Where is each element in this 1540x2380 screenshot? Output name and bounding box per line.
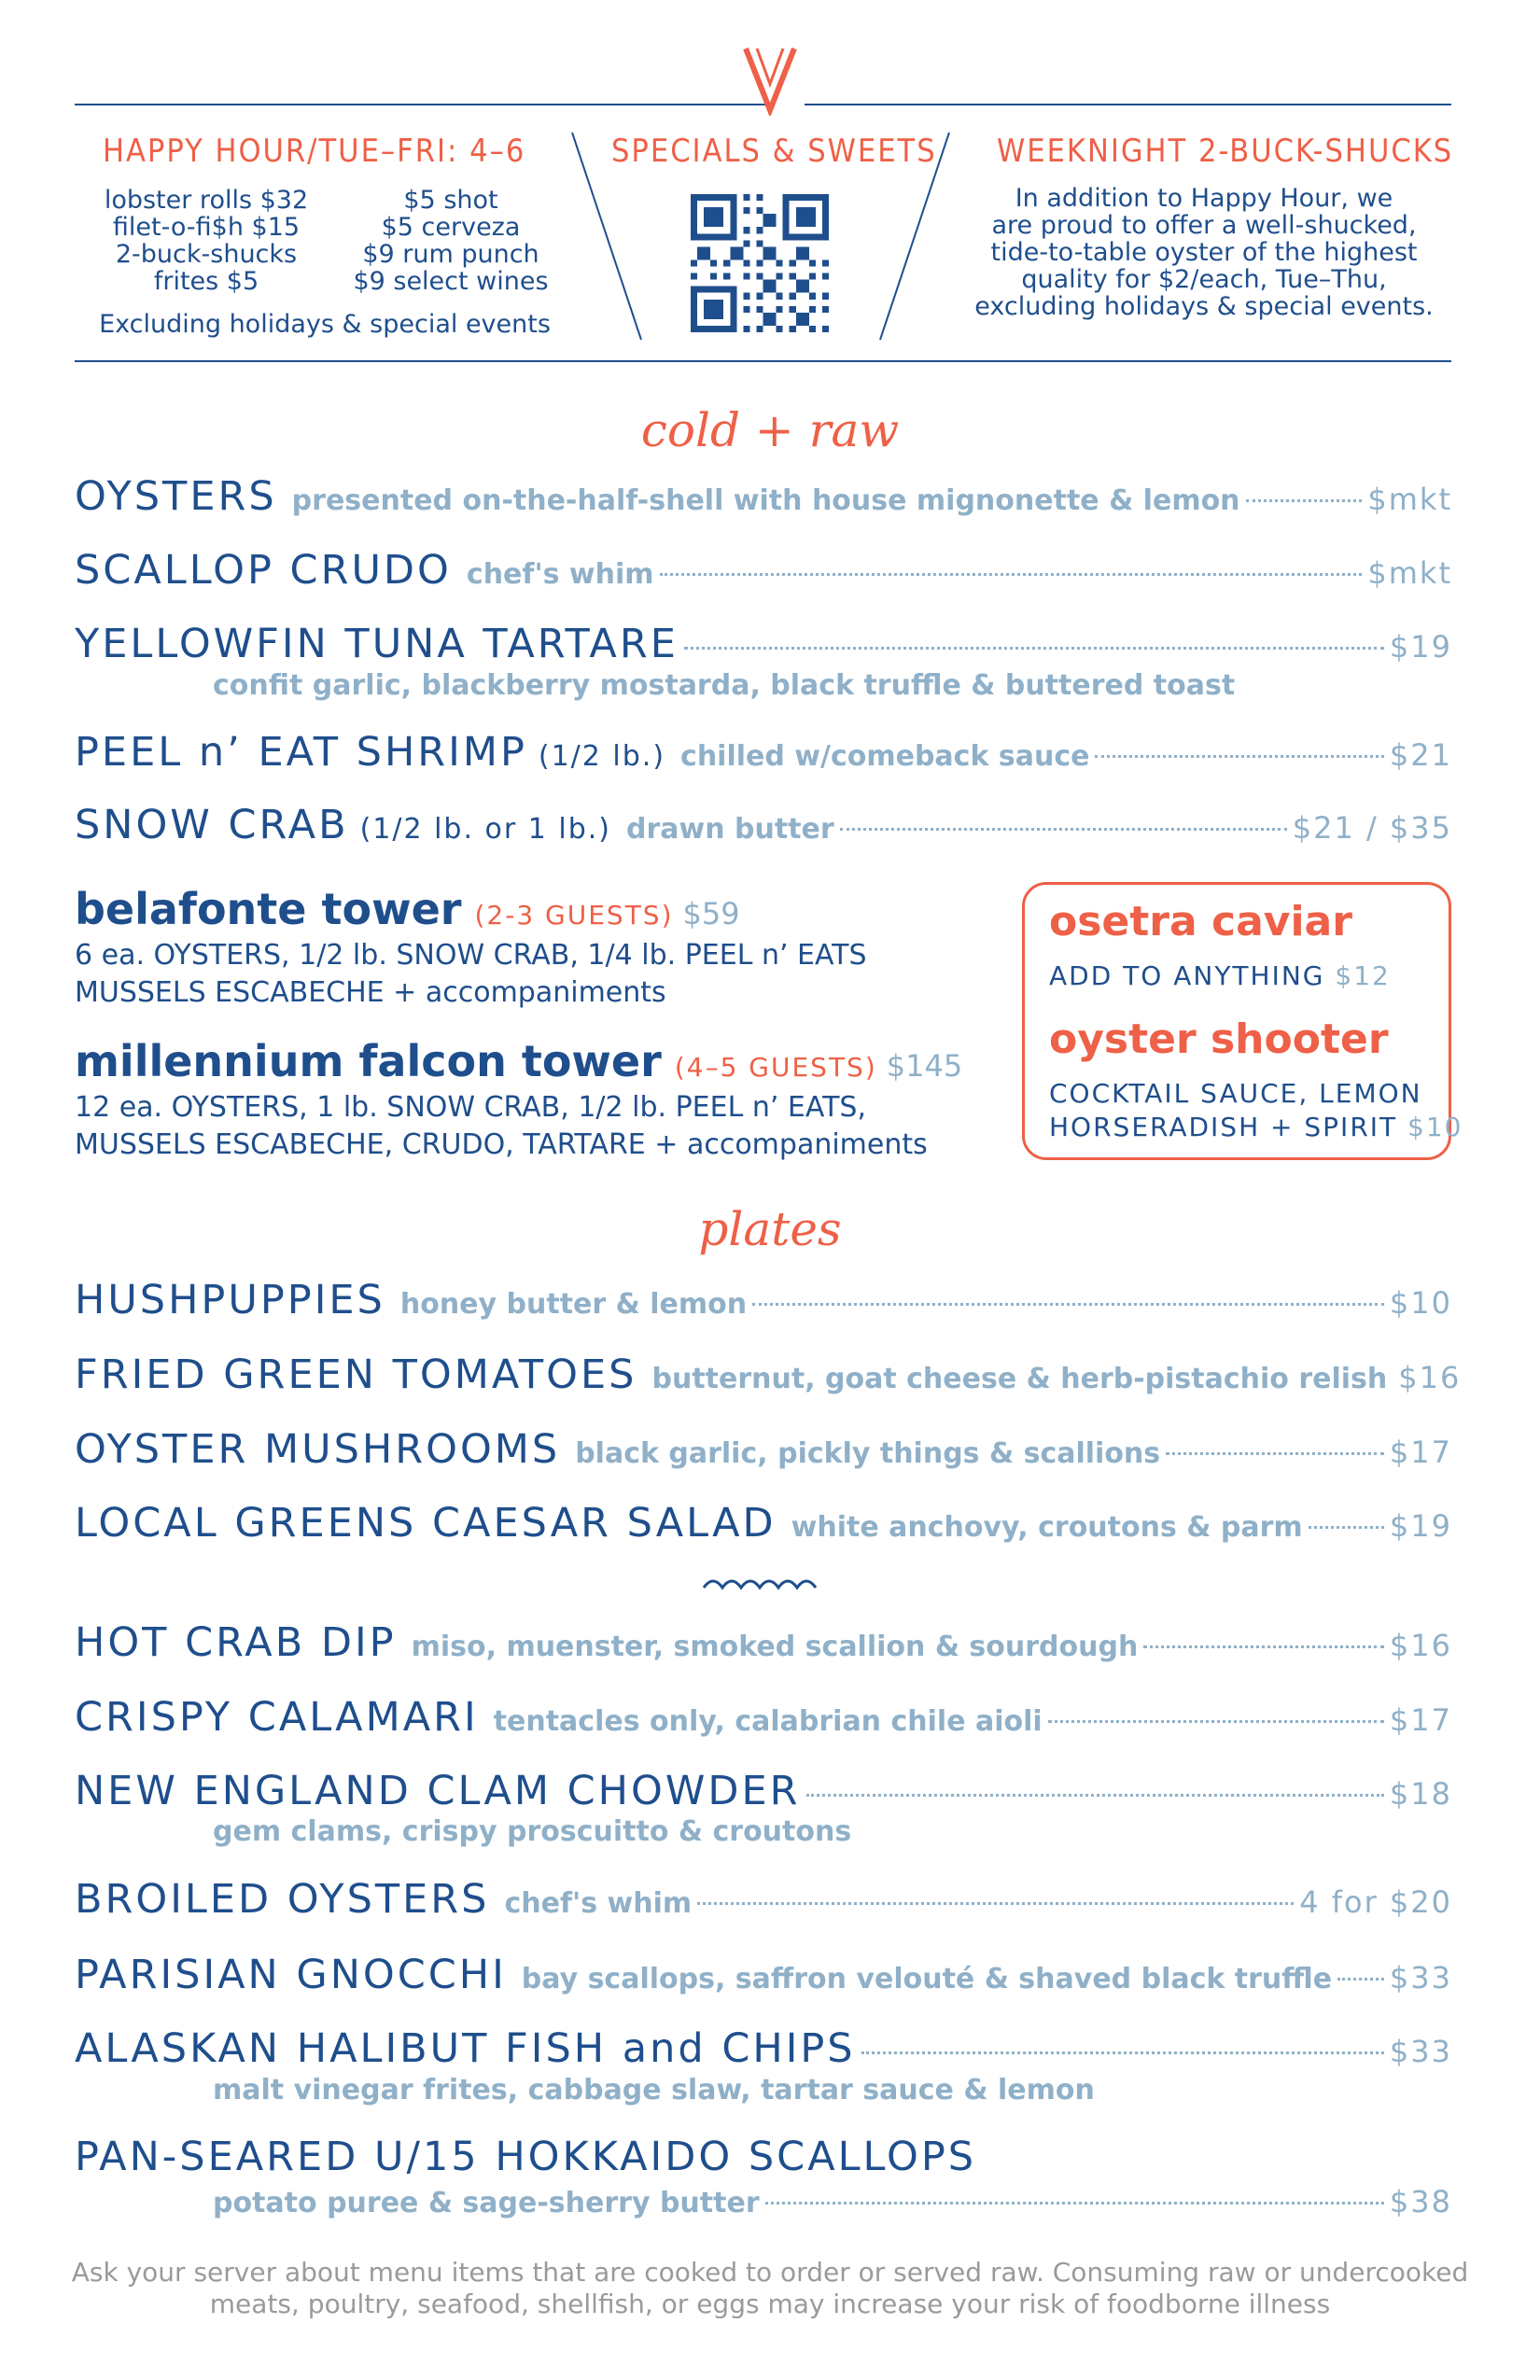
specials-title: SPECIALS & SWEETS [611, 133, 937, 170]
item-name: HOT CRAB DIP [75, 1619, 397, 1666]
logo-v-icon [742, 45, 798, 116]
item-price: $19 [1389, 1508, 1452, 1544]
dot-leader [1166, 1452, 1384, 1455]
item-name: FRIED GREEN TOMATOES [75, 1351, 637, 1398]
header-top-rule-left [75, 104, 765, 105]
item-name: NEW ENGLAND CLAM CHOWDER [75, 1768, 801, 1814]
item-desc: honey butter & lemon [399, 1288, 748, 1321]
dot-leader [697, 1902, 1294, 1905]
footer-line: meats, poultry, seafood, shellfish, or eggs may increase your risk of foodborne illness [209, 2289, 1331, 2319]
item-name: OYSTER MUSHROOMS [75, 1426, 561, 1473]
footer-disclaimer [0, 2257, 1540, 2320]
tower-line: MUSSELS ESCABECHE + accompaniments [75, 976, 666, 1009]
happy-hour-item: lobster rolls $32 [104, 186, 309, 215]
item-price: $18 [1389, 1776, 1452, 1812]
qr-code[interactable] [691, 194, 829, 332]
shucks-line: In addition to Happy Hour, we [1015, 184, 1393, 213]
menu-item [75, 1277, 1452, 1323]
menu-item [75, 547, 1452, 594]
dot-leader [684, 647, 1384, 650]
item-qualifier: (1/2 lb. or 1 lb.) [359, 813, 612, 846]
tower-price: $145 [886, 1048, 963, 1084]
item-price: $21 / $35 [1292, 810, 1452, 846]
item-desc: chef's whim [466, 558, 654, 591]
menu-item-continued [213, 2184, 1452, 2219]
item-desc: butternut, goat cheese & herb-pistachio relish [651, 1363, 1388, 1395]
menu-item [75, 2025, 1452, 2072]
happy-hour-item: $5 shot [403, 186, 498, 215]
happy-hour-items-right [343, 187, 558, 295]
item-name: LOCAL GREENS CAESAR SALAD [75, 1500, 777, 1547]
item-price: $mkt [1367, 482, 1452, 517]
item-price: $38 [1389, 2184, 1452, 2219]
menu-item [75, 1500, 1452, 1547]
item-price: $17 [1389, 1435, 1452, 1470]
caviar-title: osetra caviar [1049, 898, 1352, 945]
dot-leader [752, 1303, 1384, 1306]
dot-leader [660, 573, 1363, 576]
dot-leader [861, 2051, 1384, 2054]
tower-line: 6 ea. OYSTERS, 1/2 lb. SNOW CRAB, 1/4 lb. PEEL n’ EATS [75, 939, 867, 972]
tower-desc [75, 937, 867, 1012]
item-price: $33 [1389, 2034, 1452, 2069]
shooter-line: COCKTAIL SAUCE, LEMON [1049, 1078, 1422, 1109]
wave-divider [702, 1571, 818, 1597]
item-desc: bay scallops, saffron velouté & shaved black truffle [521, 1963, 1333, 1995]
happy-hour-item: $5 cerveza [381, 213, 521, 242]
happy-hour-note: Excluding holidays & special events [99, 310, 551, 339]
header-divider-right [873, 129, 957, 343]
tower-title: millennium falcon tower [75, 1036, 662, 1086]
item-price: $17 [1389, 1702, 1452, 1738]
menu-item [75, 1768, 1452, 1814]
menu-item [75, 1619, 1452, 1666]
tower-guests: (2-3 GUESTS) [474, 900, 674, 931]
menu-item [75, 1426, 1452, 1473]
item-name: YELLOWFIN TUNA TARTARE [75, 621, 679, 667]
item-desc: miso, muenster, smoked scallion & sourdough [411, 1631, 1139, 1663]
menu-item [75, 1876, 1452, 1923]
tower-line: 12 ea. OYSTERS, 1 lb. SNOW CRAB, 1/2 lb. PEEL n’ EATS, [75, 1091, 866, 1124]
dot-leader [1337, 1978, 1384, 1981]
footer-line: Ask your server about menu items that are cooked to order or served raw. Consuming raw or undercooked [71, 2257, 1469, 2288]
item-name: OYSTERS [75, 473, 277, 520]
dot-leader [840, 828, 1287, 831]
caviar-text [1049, 959, 1391, 993]
item-qualifier: (1/2 lb.) [538, 740, 666, 773]
shucks-line: quality for $2/each, Tue–Thu, [1021, 265, 1387, 294]
menu-item [75, 1694, 1452, 1741]
add-on-box [1022, 882, 1463, 1160]
happy-hour-item: $9 rum punch [362, 240, 539, 269]
menu-item [75, 802, 1452, 848]
dot-leader [1143, 1645, 1384, 1648]
section-title-plates: plates [698, 1202, 842, 1256]
logo [742, 45, 798, 116]
item-name: ALASKAN HALIBUT FISH and CHIPS [75, 2025, 856, 2072]
dot-leader [1309, 1526, 1384, 1529]
item-desc: chilled w/comeback sauce [680, 740, 1090, 773]
shooter-line: HORSERADISH + SPIRIT [1049, 1112, 1398, 1142]
shooter-price: $10 [1407, 1112, 1463, 1142]
item-desc: chef's whim [504, 1887, 693, 1920]
dot-leader [765, 2202, 1384, 2205]
item-desc: drawn butter [626, 813, 834, 846]
menu-item [75, 2134, 1452, 2180]
tower-name [75, 884, 740, 934]
shucks-line: tide-to-table oyster of the highest [990, 238, 1418, 267]
item-price: $19 [1389, 629, 1452, 665]
shucks-text [961, 185, 1447, 320]
item-desc: tentacles only, calabrian chile aioli [493, 1705, 1043, 1738]
tower-price: $59 [682, 896, 740, 931]
item-price: $16 [1389, 1628, 1452, 1663]
menu-item [75, 1952, 1452, 1998]
tower-line: MUSSELS ESCABECHE, CRUDO, TARTARE + accompaniments [75, 1128, 928, 1161]
shooter-text [1049, 1077, 1463, 1144]
happy-hour-item: filet-o-fi$h $15 [112, 213, 301, 242]
section-title-cold-raw: cold + raw [640, 403, 900, 457]
item-price: $16 [1398, 1360, 1462, 1395]
item-subdesc: gem clams, crispy proscuitto & croutons [213, 1815, 852, 1848]
header-bottom-rule [75, 360, 1451, 362]
item-price: $21 [1389, 737, 1452, 773]
item-name: PARISIAN GNOCCHI [75, 1952, 507, 1998]
tower-title: belafonte tower [75, 884, 462, 934]
header-top-rule-right [805, 104, 1451, 105]
tower-desc [75, 1089, 928, 1164]
wave-icon [702, 1571, 818, 1593]
item-name: PEEL n’ EAT SHRIMP [75, 729, 527, 776]
happy-hour-item: frites $5 [153, 267, 259, 296]
qr-code-icon [691, 194, 829, 332]
menu-item [75, 473, 1452, 520]
item-desc: black garlic, pickly things & scallions [575, 1437, 1161, 1470]
item-price: $33 [1389, 1960, 1452, 1995]
item-price: $10 [1389, 1285, 1452, 1321]
happy-hour-item: 2-buck-shucks [115, 240, 298, 269]
shucks-line: excluding holidays & special events. [974, 292, 1434, 321]
tower-name [75, 1036, 962, 1086]
item-subdesc: potato puree & sage-sherry butter [213, 2187, 760, 2219]
item-desc: white anchovy, croutons & parm [791, 1511, 1303, 1544]
happy-hour-items-left [90, 187, 323, 295]
item-price: $mkt [1367, 555, 1452, 591]
item-subdesc: confit garlic, blackberry mostarda, black truffle & buttered toast [213, 669, 1236, 702]
item-name: SNOW CRAB [75, 802, 349, 848]
dot-leader [1095, 755, 1383, 758]
shooter-title: oyster shooter [1049, 1015, 1389, 1063]
item-name: PAN-SEARED U/15 HOKKAIDO SCALLOPS [75, 2134, 977, 2180]
tower-guests: (4–5 GUESTS) [674, 1052, 877, 1083]
caviar-desc: ADD TO ANYTHING [1049, 960, 1325, 991]
dot-leader [1048, 1720, 1384, 1723]
shucks-title: WEEKNIGHT 2-BUCK-SHUCKS [997, 133, 1454, 170]
item-subdesc: malt vinegar frites, cabbage slaw, tartar sauce & lemon [213, 2074, 1095, 2107]
happy-hour-title: HAPPY HOUR/TUE–FRI: 4–6 [103, 133, 526, 170]
item-name: HUSHPUPPIES [75, 1277, 385, 1323]
item-name: SCALLOP CRUDO [75, 547, 452, 594]
menu-item [75, 1351, 1462, 1398]
shucks-line: are proud to offer a well-shucked, [991, 211, 1417, 240]
dot-leader [806, 1794, 1384, 1797]
item-desc: presented on-the-half-shell with house mignonette & lemon [291, 484, 1240, 517]
menu-item [75, 729, 1452, 776]
caviar-price: $12 [1335, 960, 1391, 991]
item-price: 4 for $20 [1299, 1884, 1452, 1920]
dot-leader [1246, 499, 1363, 502]
shooter-line2 [1049, 1111, 1463, 1144]
item-name: BROILED OYSTERS [75, 1876, 490, 1923]
menu-item [75, 621, 1452, 667]
item-name: CRISPY CALAMARI [75, 1694, 479, 1741]
happy-hour-item: $9 select wines [353, 267, 549, 296]
